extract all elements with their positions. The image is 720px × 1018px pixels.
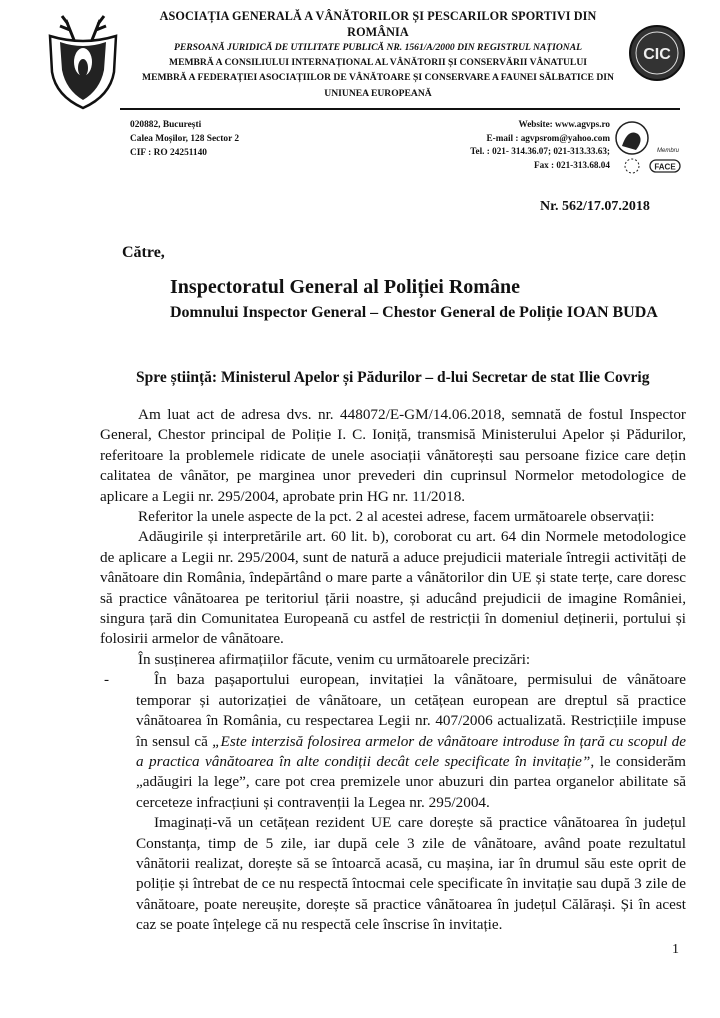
email-text: E-mail : agvpsrom@yahoo.com xyxy=(486,132,610,143)
bullet-paragraph-1 xyxy=(136,670,686,813)
member-line3: UNIUNEA EUROPEANĂ xyxy=(324,87,432,99)
contact-block xyxy=(410,118,610,172)
fax-text: Fax : 021-313.68.04 xyxy=(533,159,610,170)
address-line2: Calea Moșilor, 128 Sector 2 xyxy=(130,134,240,144)
cic-logo-text: CIC xyxy=(643,46,671,63)
paragraph-3: Adăugirile și interpretările art. 60 lit. b), coroborat cu art. 64 din Normele metodologice de aplicare a Legii nr. 295/2004, sunt de natură a aduce prejudicii materiale întregii activități de vânătoare din România, îndepărtând o mare parte a vânătorilor din UE și state terțe, care doresc să practice vânătoarea pe teritoriul țării noastre, și aducând prejudicii de imagine României, singura țară din Comunitatea Europeană cu astfel de restricții în domeniul deținerii, portului și folosirii armelor de vânătoare. xyxy=(100,528,686,648)
paragraph-4: În susținerea afirmațiilor făcute, venim cu următoarele precizări: xyxy=(138,650,531,668)
paragraph-2: Referitor la unele aspecte de la pct. 2 al acestei adrese, facem următoarele observații: xyxy=(138,508,655,526)
bullet-text-start: În baza pașaportului european, invitației la vânătoare, permisului de vânătoare temporar și autorizației de vânătoare, un cetățean european are dreptul să practice vânătoarea în România, cu respectarea Legii nr. 407/2006 actualizată. Restricțiile impuse în sensul că xyxy=(136,671,686,750)
cic-logo xyxy=(628,24,686,82)
bullet-paragraph-2: Imaginați-vă un cetățean rezident UE care dorește să practice vânătoarea în județul Constanța, timp de 5 zile, iar după cele 3 zile de vânătoare, având poate rezultatul vânătorii realizat, dorește să se întoarcă acasă, cu mașina, iar în drumul său este oprit de poliție și întrebat de ce nu respectă întocmai cele specificate în invitație sau după 3 zile de vânătoare, poate nereușite, dorește să practice vânătoarea în județul Călărași. Și în acest caz se poate înțelege că nu respectă cele înscrise în invitație. xyxy=(136,814,686,934)
document-number: Nr. 562/17.07.2018 xyxy=(540,199,650,214)
org-subtitle xyxy=(128,40,628,101)
salutation: Către, xyxy=(122,244,165,261)
member-line1: MEMBRĂ A CONSILIULUI INTERNAȚIONAL AL VÂNĂTORII ȘI CONSERVĂRII VÂNATULUI xyxy=(169,57,587,69)
agvps-logo xyxy=(40,14,126,110)
cc-line: Spre știință: Ministerul Apelor și Pădurilor – d-lui Secretar de stat Ilie Covrig xyxy=(136,369,650,386)
recipient-institution: Inspectoratul General al Poliției Române xyxy=(170,276,520,298)
header-divider xyxy=(120,108,680,110)
org-title xyxy=(128,8,628,40)
member-line2: MEMBRĂ A FEDERAȚIEI ASOCIAȚIILOR DE VÂNĂTOARE ȘI CONSERVARE A FAUNEI SĂLBATICE DIN xyxy=(142,72,614,84)
face-logo xyxy=(614,116,686,176)
letter-body xyxy=(100,405,686,936)
paragraph-1: Am luat act de adresa dvs. nr. 448072/E-GM/14.06.2018, semnată de fostul Inspector General, Chestor principal de Poliție I. C. Ioniță, transmisă Ministerului Apelor și Pădurilor, referitoare la problemele ridicate de unele asociații vânătorești sau persoane fizice care dețin calitatea de vânător, pe marginea unor prevederi din cuprinsul Normelor metodologice de aplicare a Legii nr. 295/2004, aprobate prin HG nr. 11/2018. xyxy=(100,406,686,505)
website-text: Website: www.agvps.ro xyxy=(518,119,610,129)
address-block xyxy=(130,118,239,160)
address-line1: 020882, București xyxy=(130,120,202,130)
face-logo-text: FACE xyxy=(654,162,676,172)
bullet-dash: - xyxy=(104,671,110,689)
org-title-line1: ASOCIAȚIA GENERALĂ A VÂNĂTORILOR ȘI PESCARILOR SPORTIVI DIN xyxy=(159,9,597,23)
bullet-item xyxy=(100,670,686,935)
bullet-quote: „Este interzisă folosirea armelor de vânătoare introduse în țară cu scopul de a practica vânătoarea în alte condiții decât cele specificate în invitație” xyxy=(136,732,687,770)
face-member-label: Membru xyxy=(656,148,680,154)
org-title-line2: ROMÂNIA xyxy=(347,25,409,39)
tel-text: Tel. : 021- 314.36.07; 021-313.33.63; xyxy=(470,146,610,157)
address-line3: CIF : RO 24251140 xyxy=(130,148,207,158)
page-number: 1 xyxy=(672,942,679,957)
legal-status: PERSOANĂ JURIDICĂ DE UTILITATE PUBLICĂ NR. 1561/A/2000 DIN REGISTRUL NAȚIONAL xyxy=(174,42,582,53)
bullet-text-end: , le considerăm „adăugiri la lege”, care pot crea premizele unor abuzuri din partea organelor abilitate să cerceteze infracțiuni și contravenții la Legea nr. 295/2004. xyxy=(136,752,686,811)
recipient-person: Domnului Inspector General – Chestor General de Poliție IOAN BUDA xyxy=(170,304,658,321)
